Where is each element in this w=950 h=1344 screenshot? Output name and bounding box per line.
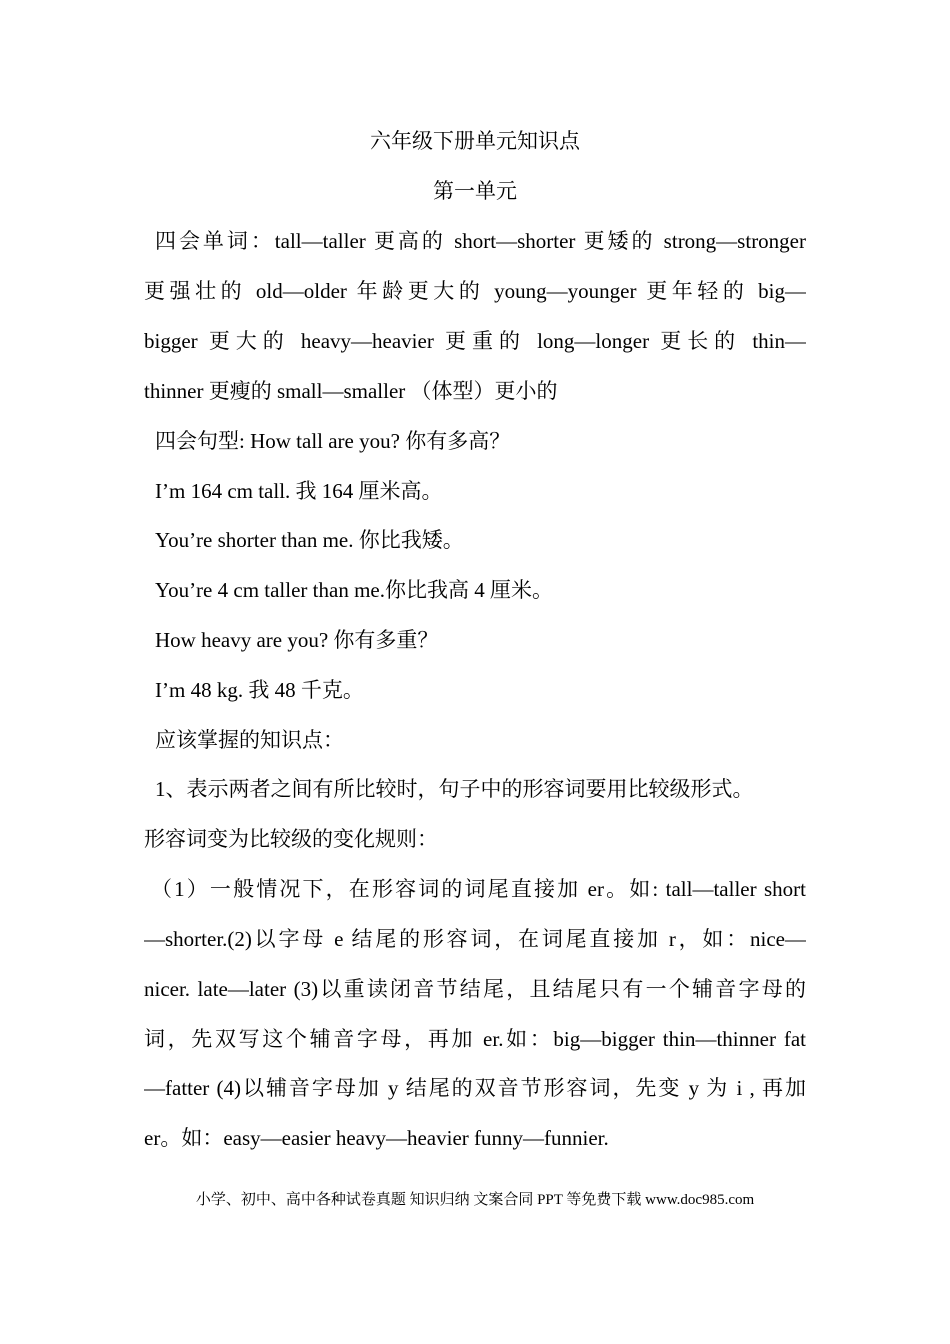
unit-heading: 第一单元 bbox=[433, 179, 517, 203]
rule-line: nicer. late—later (3)以重读闭音节结尾，且结尾只有一个辅音字母的 bbox=[144, 977, 806, 1001]
rule-line: —fatter (4)以辅音字母加 y 结尾的双音节形容词，先变 y 为 i , 再加 bbox=[144, 1076, 806, 1100]
document-title: 六年级下册单元知识点 bbox=[370, 129, 580, 153]
sentence-line: I’m 48 kg. 我 48 千克。 bbox=[155, 678, 364, 702]
rule-line: （1）一般情况下，在形容词的词尾直接加 er。如: tall—taller short bbox=[151, 877, 806, 901]
rule-line: 1、表示两者之间有所比较时，句子中的形容词要用比较级形式。 bbox=[155, 777, 754, 801]
paragraph-line: bigger 更大的 heavy—heavier 更重的 long—longer 更长的 thin— bbox=[144, 329, 806, 353]
rule-line: —shorter.(2)以字母 e 结尾的形容词，在词尾直接加 r，如：nice— bbox=[144, 927, 806, 951]
section-heading: 应该掌握的知识点： bbox=[155, 728, 344, 752]
paragraph-line: 四会单词：tall—taller 更高的 short—shorter 更矮的 strong—stronger bbox=[155, 229, 806, 253]
sentence-line: How heavy are you? 你有多重？ bbox=[155, 628, 439, 652]
rule-line: er。如：easy—easier heavy—heavier funny—funnier. bbox=[144, 1126, 609, 1150]
sentence-line: I’m 164 cm tall. 我 164 厘米高。 bbox=[155, 479, 443, 503]
paragraph-line: thinner 更瘦的 small—smaller （体型）更小的 bbox=[144, 379, 558, 403]
rule-line: 形容词变为比较级的变化规则： bbox=[144, 827, 438, 851]
paragraph-line: 更强壮的 old—older 年龄更大的 young—younger 更年轻的 big— bbox=[144, 279, 806, 303]
sentence-line: You’re shorter than me. 你比我矮。 bbox=[155, 528, 464, 552]
page-footer: 小学、初中、高中各种试卷真题 知识归纳 文案合同 PPT 等免费下载 www.doc985.com bbox=[195, 1192, 755, 1208]
sentence-line: You’re 4 cm taller than me.你比我高 4 厘米。 bbox=[155, 578, 553, 602]
sentence-line: 四会句型: How tall are you? 你有多高？ bbox=[155, 429, 511, 453]
rule-line: 词，先双写这个辅音字母，再加 er.如：big—bigger thin—thinner fat bbox=[144, 1027, 806, 1051]
